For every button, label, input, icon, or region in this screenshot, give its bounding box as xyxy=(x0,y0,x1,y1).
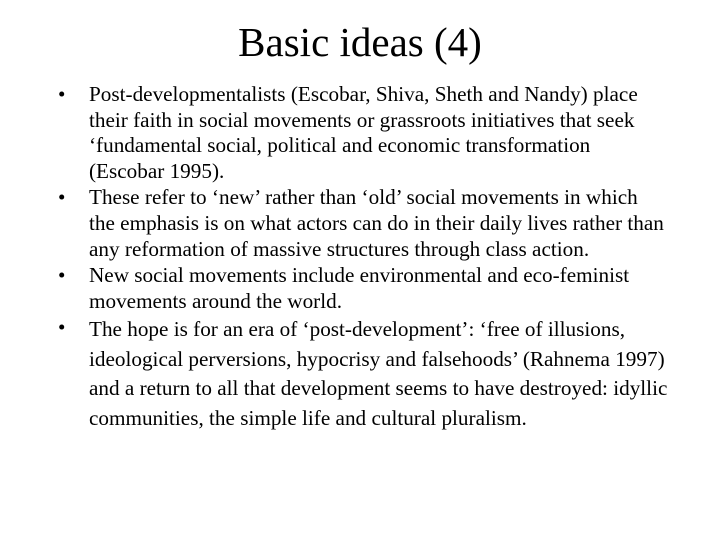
bullet-list xyxy=(58,82,668,434)
bullet-text: The hope is for an era of ‘post-development’: ‘free of illusions, ideological perversions, hypocrisy and falsehoods’ (Rahnema 1997) and a return to all that development seems to have destroyed: idyllic communities, the simple life and cultural pluralism. xyxy=(89,317,668,430)
bullet-item xyxy=(58,82,668,184)
bullet-marker: • xyxy=(58,263,66,288)
slide-title: Basic ideas (4) xyxy=(238,19,482,65)
bullet-text: Post-developmentalists (Escobar, Shiva, Sheth and Nandy) place their faith in social movements or grassroots initiatives that seek ‘fundamental social, political and economic transformation (Escobar 1995). xyxy=(89,82,638,183)
bullet-text: New social movements include environmental and eco-feminist movements around the world. xyxy=(89,263,630,313)
bullet-item xyxy=(58,185,668,262)
bullet-item xyxy=(58,263,668,314)
bullet-marker: • xyxy=(58,185,66,210)
bullet-marker: • xyxy=(58,82,66,106)
bullet-marker: • xyxy=(58,315,66,340)
bullet-text: These refer to ‘new’ rather than ‘old’ social movements in which the emphasis is on what actors can do in their daily lives rather than any reformation of massive structures through class action. xyxy=(89,185,664,261)
bullet-item xyxy=(58,315,668,433)
